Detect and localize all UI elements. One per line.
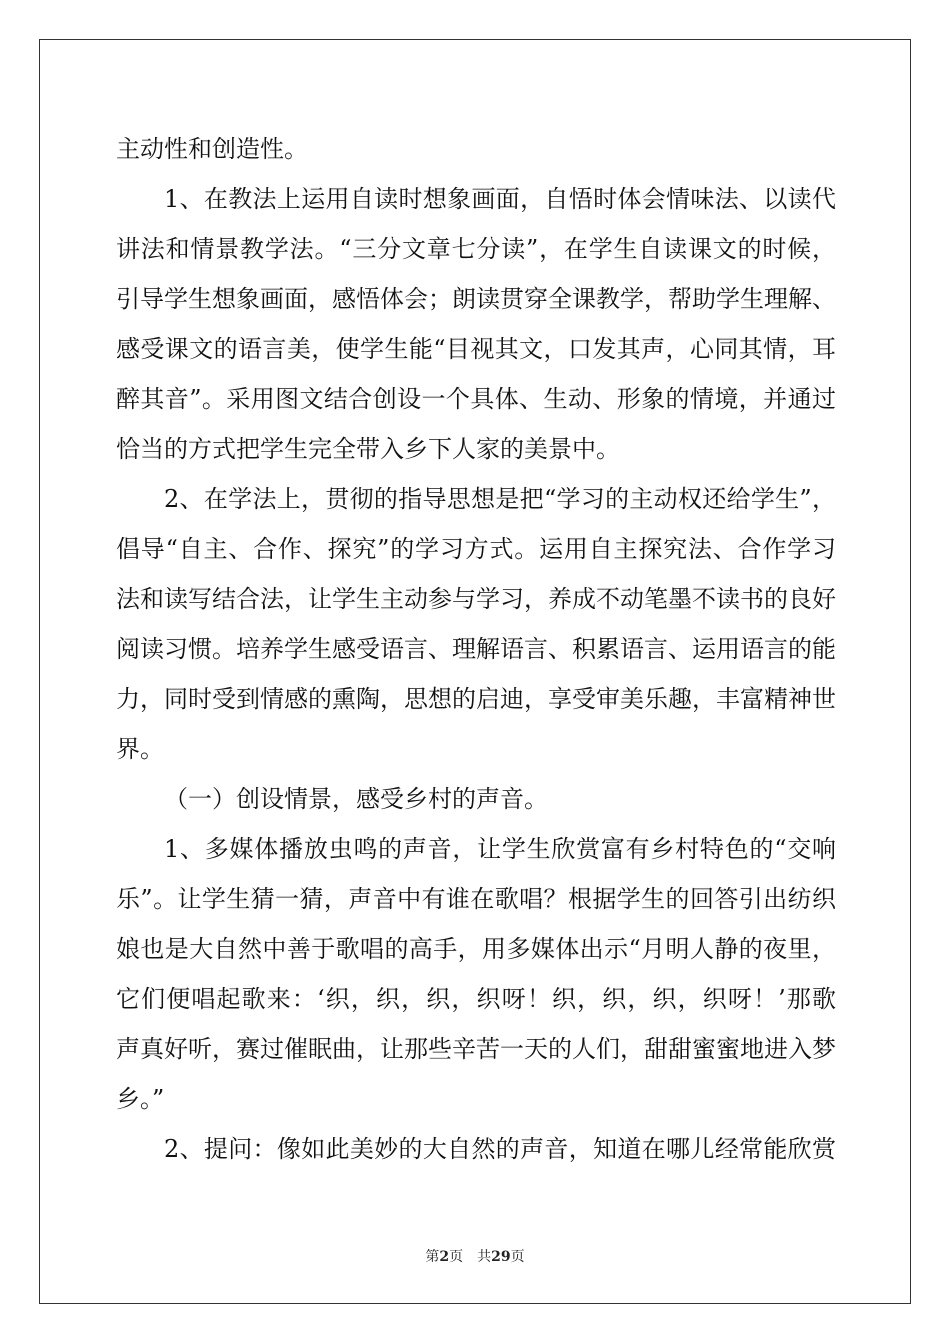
document-body [116,124,836,1174]
text-line: 乡。” [116,1085,165,1113]
text-line: 乐”。让学生猜一猜，声音中有谁在歌唱？根据学生的回答引出纺织 [116,885,836,913]
text-line: 界。 [116,735,164,763]
text-line: 力，同时受到情感的熏陶，思想的启迪，享受审美乐趣，丰富精神世 [116,685,836,713]
text-line: 恰当的方式把学生完全带入乡下人家的美景中。 [116,435,620,463]
page-prefix: 第 [425,1249,440,1265]
text-line: 引导学生想象画面，感悟体会；朗读贯穿全课教学，帮助学生理解、 [116,285,836,313]
total-suffix: 页 [510,1249,525,1265]
text-line: 1、多媒体播放虫鸣的声音，让学生欣赏富有乡村特色的“交响 [164,835,836,863]
page-footer [0,1246,950,1266]
text-line: 感受课文的语言美，使学生能“目视其文，口发其声，心同其情，耳 [116,335,836,363]
page-total: 29 [491,1249,511,1265]
text-line: 醉其音”。采用图文结合创设一个具体、生动、形象的情境，并通过 [116,385,836,413]
text-line: 声真好听，赛过催眠曲，让那些辛苦一天的人们，甜甜蜜蜜地进入梦 [116,1035,836,1063]
total-prefix: 共 [477,1249,492,1265]
text-line: 法和读写结合法，让学生主动参与学习，养成不动笔墨不读书的良好 [116,585,836,613]
text-line: 倡导“自主、合作、探究”的学习方式。运用自主探究法、合作学习 [116,535,836,563]
text-line: 2、提问：像如此美妙的大自然的声音，知道在哪儿经常能欣赏 [164,1135,836,1163]
text-line: 2、在学法上，贯彻的指导思想是把“学习的主动权还给学生”， [164,485,836,513]
page-suffix: 页 [449,1249,464,1265]
section-heading: （一）创设情景，感受乡村的声音。 [164,785,548,813]
text-line: 主动性和创造性。 [116,135,308,163]
text-line: 1、在教法上运用自读时想象画面，自悟时体会情味法、以读代 [164,185,836,213]
text-line: 阅读习惯。培养学生感受语言、理解语言、积累语言、运用语言的能 [116,635,836,663]
page-current: 2 [439,1249,450,1265]
text-line: 讲法和情景教学法。“三分文章七分读”，在学生自读课文的时候， [116,235,836,263]
text-line: 娘也是大自然中善于歌唱的高手，用多媒体出示“月明人静的夜里， [116,935,836,963]
text-line: 它们便唱起歌来：‘织，织，织，织呀！织，织，织，织呀！’那歌 [116,985,836,1013]
